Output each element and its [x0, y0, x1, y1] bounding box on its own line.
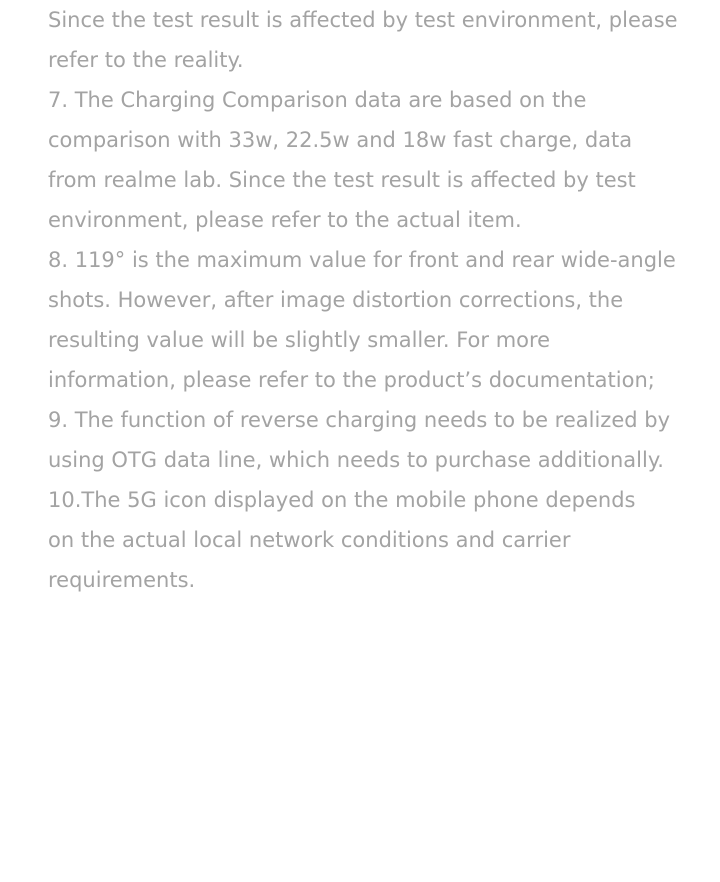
note-10-line: requirements. [48, 568, 196, 592]
note-7-line: environment, please refer to the actual item. [48, 208, 522, 232]
note-9-line: 9. The function of reverse charging needs to be realized by [48, 408, 671, 432]
note-line: refer to the reality. [48, 48, 244, 72]
note-7-line: from realme lab. Since the test result is affected by test [48, 168, 636, 192]
note-10-line: 10.The 5G icon displayed on the mobile phone depends [48, 488, 636, 512]
note-8-line: 8. 119° is the maximum value for front and rear wide-angle [48, 248, 676, 272]
note-8-line: information, please refer to the product’s documentation; [48, 368, 655, 392]
note-10-line: on the actual local network conditions and carrier [48, 528, 571, 552]
note-8-line: resulting value will be slightly smaller. For more [48, 328, 551, 352]
note-line: Since the test result is affected by test environment, please [48, 8, 678, 32]
note-7-line: comparison with 33w, 22.5w and 18w fast charge, data [48, 128, 633, 152]
note-9-line: using OTG data line, which needs to purchase additionally. [48, 448, 664, 472]
note-7-line: 7. The Charging Comparison data are based on the [48, 88, 587, 112]
disclaimer-notes [48, 0, 680, 600]
note-8-line: shots. However, after image distortion corrections, the [48, 288, 624, 312]
